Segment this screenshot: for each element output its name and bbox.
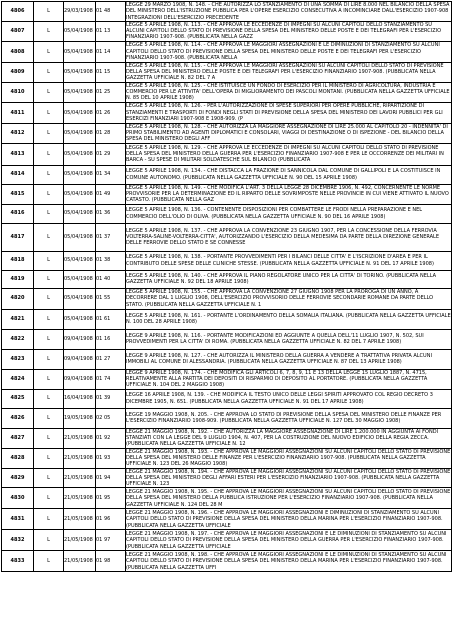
entry-type: L bbox=[34, 204, 64, 223]
entry-code: 01 74 bbox=[96, 369, 126, 389]
entry-type: L bbox=[34, 165, 64, 184]
entry-description: LEGGE 21 MAGGIO 1908, N. 193. - CHE APPROVA LE MAGGIORI ASSEGNAZIONI SU ALCUNI CAPITOLI DELLO STATO DI PREVISIONE DELLA SPESA DEL MINISTERO DELLE FINANZE PER L'ESERCIZIO FINANZIARIO 1907-908. (PUBBLICATA NELLA GAZZETTA UFFICIALE N. 123 DEL 26 MAGGIO 1908) bbox=[126, 448, 451, 468]
entry-code: 01 16 bbox=[96, 329, 126, 349]
entry-description: LEGGE 5 APRILE 1908, N. 137. - CHE APPROVA LA CONVENZIONE 23 GIUGNO 1907, PER LA CONCESSIONE DELLA FERROVIA VOLTERRA-SALINE-VOLTERRA-CITTA', AUTORIZZANDO L'ESERCIZIO DELLA MEDESIMA DA PARTE DELLA DIREZIONE GENERALE DELLE FERROVIE DELLO STATO E SE CONNESSE bbox=[126, 223, 452, 251]
entry-description: LEGGE 5 APRILE 1908, N. 140. - CHE APPROVA IL PIANO REGOLATORE UNICO PER LA CITTA' DI TORINO. (PUBBLICATA NELLA GAZZETTA UFFICIALE N. 92 DEL 18 APRILE 1908) bbox=[126, 270, 452, 288]
table-row bbox=[2, 349, 452, 369]
entry-date: 29/03/1908 bbox=[64, 2, 96, 22]
table-row bbox=[2, 21, 452, 41]
entry-description: LEGGE 5 APRILE 1908, N. 155. - CHE APPROVA LA CONVENZIONE 27 GIUGNO 1908 PER LA PROROGA DI UN ANNO, A DECORRERE DAL 1 LUGLIO 1908, DELL'ESERCIZIO PROVVISORIO DELLE FERROVIE SECONDARIE ROMANE DA PARTE DELLO STATO. (PUBBLICATA NELLA GAZZETTA UFFICIALE N. 1 bbox=[126, 288, 452, 309]
entry-date: 21/05/1908 bbox=[64, 551, 96, 572]
entry-date: 05/04/1908 bbox=[64, 204, 96, 223]
entry-date: 05/04/1908 bbox=[64, 270, 96, 288]
entry-date: 21/05/1908 bbox=[64, 530, 96, 551]
entry-date: 05/04/1908 bbox=[64, 123, 96, 143]
table-row bbox=[2, 270, 452, 288]
table-row bbox=[2, 408, 452, 428]
entry-code: 01 94 bbox=[96, 468, 126, 488]
entry-type: L bbox=[34, 551, 64, 572]
table-row bbox=[2, 551, 452, 572]
entry-description: LEGGE 16 APRILE 1908, N. 139. - CHE MODIFICA IL TESTO UNICO DELLE LEGGI SPIRITI APPROVATO COL REGIO DECRETO 3 DICEMBRE 1905, N. 651. (PUBBLICATA NELLA GAZZETTA UFFICIALE N. 91 DEL 17 APRILE 1908) bbox=[126, 389, 452, 408]
entry-code: 01 34 bbox=[96, 165, 126, 184]
entry-number: 4818 bbox=[2, 251, 34, 270]
entry-type: L bbox=[34, 408, 64, 428]
entry-type: L bbox=[34, 488, 64, 509]
entry-code: 01 98 bbox=[96, 551, 126, 572]
entry-number: 4821 bbox=[2, 309, 34, 329]
entry-code: 01 95 bbox=[96, 488, 126, 509]
entry-description: LEGGE 5 APRILE 1908, N. 161. - PORTANTE L'ORDINAMENTO DELLA SOMALIA ITALIANA. (PUBBLICATA NELLA GAZZETTA UFFICIALE N. 100 DEL 28 APRILE 1908) bbox=[126, 309, 452, 329]
entry-description: LEGGE 21 MAGGIO 1908, N. 194. - CHE APPROVA LE MAGGIORI ASSEGNAZIONI SU ALCUNI CAPITOLI DELLO STATO DI PREVISIONE DELLA SPESA DEL MINISTERO DEGLI AFFARI ESTERI PER L'ESERCIZIO FINANZIARIO 1907-908. (PUBBLICATA NELLA GAZZETTA UFFICIALE N. 123 bbox=[126, 468, 451, 488]
entry-description: LEGGE 21 MAGGIO 1908, N. 196. - CHE APPROVA LE MAGGIORI ASSEGNAZIONI E DIMINUZIONI DI STANZIAMENTO SU ALCUNI CAPITOLI DELLO STATO DI PREVISIONE DELLA SPESA DEL MINISTERO DELLA MARINA PER L'ESERCIZIO FINANZIARIO 1907-908. (PUBBLICATA NELLA GAZZETTA UFFICIALE bbox=[126, 509, 452, 530]
entry-date: 05/04/1908 bbox=[64, 165, 96, 184]
table-row bbox=[2, 102, 452, 123]
table-row bbox=[2, 488, 452, 509]
entry-code: 01 37 bbox=[96, 223, 126, 251]
entry-date: 09/04/1908 bbox=[64, 369, 96, 389]
table-row bbox=[2, 204, 452, 223]
entry-number: 4833 bbox=[2, 551, 34, 572]
entry-date: 05/04/1908 bbox=[64, 102, 96, 123]
entry-type: L bbox=[34, 309, 64, 329]
entry-number: 4827 bbox=[2, 428, 34, 448]
entry-type: L bbox=[34, 184, 64, 204]
entry-number: 4830 bbox=[2, 488, 34, 509]
entry-description: LEGGE 5 APRILE 1908, N. 136. - CONTENENTE DISPOSIZIONI PER COMBATTERE LE FRODI NELLA PREPARAZIONE E NEL COMMERCIO DELL'OLIO DI OLIVA. (PUBBLICATA NELLA GAZZETTA UFFICIALE N. 90 DEL 16 APRILE 1908) bbox=[126, 204, 452, 223]
entry-description: LEGGE 5 APRILE 1908, N. 115. - CHE APPROVA LE MAGGIORI ASSEGNAZIONI SU ALCUNI CAPITOLI DELLO STATO DI PREVISIONE DELLA SPESA DEL MINISTERO DELLE POSTE E DEI TELEGRAFI PER L'ESERCIZIO FINANZIARIO 1907-908. (PUBBLICATA NELLA GAZZETTA UFFICIALE N. 82 DEL 7 A bbox=[126, 62, 452, 82]
entry-code: 01 49 bbox=[96, 184, 126, 204]
entry-type: L bbox=[34, 143, 64, 165]
entry-code: 01 28 bbox=[96, 123, 126, 143]
entry-number: 4809 bbox=[2, 62, 34, 82]
entry-type: L bbox=[34, 428, 64, 448]
entry-code: 01 29 bbox=[96, 143, 126, 165]
entry-number: 4810 bbox=[2, 82, 34, 102]
entry-number: 4817 bbox=[2, 223, 34, 251]
entry-code: 01 97 bbox=[96, 530, 126, 551]
table-row bbox=[2, 41, 452, 62]
entry-type: L bbox=[34, 41, 64, 62]
entry-code: 01 40 bbox=[96, 270, 126, 288]
entry-code: 01 93 bbox=[96, 448, 126, 468]
entry-description: LEGGE 9 APRILE 1908, N. 116. - PORTANTE MODIFICAZIONI ED AGGIUNTE A QUELLA DELL'11 LUGLIO 1907, N. 502, SUI PROVVEDIMENTI PER LA CITTA' DI ROMA. (PUBBLICATA NELLA GAZZETTA UFFICIALE N. 82 DEL 7 APRILE 1908) bbox=[126, 329, 452, 349]
entry-code: 01 13 bbox=[96, 21, 126, 41]
entry-date: 21/05/1908 bbox=[64, 428, 96, 448]
entry-type: L bbox=[34, 329, 64, 349]
law-register-body bbox=[2, 2, 452, 572]
entry-number: 4828 bbox=[2, 448, 34, 468]
entry-description: LEGGE 5 APRILE 1908, N. 129. - CHE APPROVA LE ECCEDENZE DI IMPEGNI SU ALCUNI CAPITOLI DELLO STATO DI PREVISIONE DELLA SPESA DEL MINISTERO DELLA GUERRA PER L'ESERCIZIO FINANZIARIO 1907-908 E PER LE OCCORRENZE DEI MILITARI IN BARCA - SU SPESE DI MILITARI SOLDATESCHE SUL BILANCIO (PUBBLICATA bbox=[126, 143, 452, 165]
table-row bbox=[2, 329, 452, 349]
entry-number: 4826 bbox=[2, 408, 34, 428]
entry-date: 05/04/1908 bbox=[64, 143, 96, 165]
entry-type: L bbox=[34, 123, 64, 143]
table-row bbox=[2, 309, 452, 329]
entry-date: 05/04/1908 bbox=[64, 288, 96, 309]
table-row bbox=[2, 468, 452, 488]
entry-number: 4808 bbox=[2, 41, 34, 62]
entry-type: L bbox=[34, 349, 64, 369]
entry-description: LEGGE 21 MAGGIO 1908, N. 197. - CHE APPROVA LE MAGGIORI ASSEGNAZIONI E LE DIMINUZIONI DI STANZIAMENTO SU ALCUNI CAPITOLI DELLO STATO DI PREVISIONE DELLA SPESA DEL MINISTERO DELLA GUERRA PER L'ESERCIZIO FINANZIARIO 1907-908. (PUBBLICATA NELLA GAZZETTA UFFICIALE bbox=[126, 530, 452, 551]
table-row bbox=[2, 251, 452, 270]
table-row bbox=[2, 62, 452, 82]
entry-number: 4811 bbox=[2, 102, 34, 123]
entry-type: L bbox=[34, 2, 64, 22]
entry-date: 05/04/1908 bbox=[64, 309, 96, 329]
table-row bbox=[2, 165, 452, 184]
entry-number: 4832 bbox=[2, 530, 34, 551]
entry-type: L bbox=[34, 82, 64, 102]
entry-number: 4813 bbox=[2, 143, 34, 165]
table-row bbox=[2, 223, 452, 251]
table-row bbox=[2, 448, 452, 468]
entry-type: L bbox=[34, 369, 64, 389]
entry-date: 05/04/1908 bbox=[64, 184, 96, 204]
table-row bbox=[2, 288, 452, 309]
entry-number: 4831 bbox=[2, 509, 34, 530]
entry-code: 01 92 bbox=[96, 428, 126, 448]
entry-description: LEGGE 5 APRILE 1908, N. 128. - CHE AUTORIZZA LA MAGGIORE ASSEGNAZIONE DI LIRE 25.000 AL CAPITOLO 20 - INDENNITA' DI PRIMO STABILIMENTO AD AGENTI DIPLOMATICI E CONSOLARI, VIAGGI DI DESTINAZIONE O DI ISPEZIONE - DEL BILANCIO DELLA SPESA DEL MINISTERO DEGLI AFF bbox=[126, 123, 452, 143]
entry-number: 4823 bbox=[2, 349, 34, 369]
entry-number: 4806 bbox=[2, 2, 34, 22]
entry-code: 01 15 bbox=[96, 62, 126, 82]
entry-date: 16/04/1908 bbox=[64, 389, 96, 408]
law-register-table bbox=[1, 1, 452, 572]
entry-description: LEGGE 5 APRILE 1908, N. 113. - CHE APPROVA LE ECCEDENZE DI IMPEGNI SU ALCUNI CAPITOLI DELLO STANZIAMENTO SU ALCUNI CAPITOLI DELLO STATO DI PREVISIONE DELLA SPESA DEL MINISTERO DELLE POSTE E DEI TELEGRAFI PER L'ESERCIZIO FINANZIARIO 1907-908. (PUBBLICATA NELLA GAZZ bbox=[126, 21, 452, 41]
table-row bbox=[2, 428, 452, 448]
entry-type: L bbox=[34, 270, 64, 288]
entry-type: L bbox=[34, 509, 64, 530]
entry-number: 4824 bbox=[2, 369, 34, 389]
entry-code: 02 05 bbox=[96, 408, 126, 428]
entry-type: L bbox=[34, 288, 64, 309]
entry-description: LEGGE 21 MAGGIO 1908, N. 198. - CHE APPROVA LE MAGGIORI ASSEGNAZIONI E LE DIMINUZIONI DI STANZIAMENTO SU ALCUNI CAPITOLI DELLO STATO DI PREVISIONE DELLA SPESA DEL MINISTERO DELLA MARINA PER L'ESERCIZIO FINANZIARIO 1907-908. (PUBBLICATA NELLA GAZZETTA UFFI bbox=[126, 551, 452, 572]
entry-code: 01 61 bbox=[96, 309, 126, 329]
entry-description: LEGGE 5 APRILE 1908, N. 125. - CHE ISTITUISCE UN FONDO DI ESERCIZIO PER IL MINISTERO DI AGRICOLTURA, INDUSTRIA E COMMERCIO PER LE ATTIVITA' DELL'OPERA DI MIGLIORAMENTO DEI PASCOLI MONTANI. (PUBBLICATA NELLA GAZZETTA UFFICIALE N. 85 DEL 10 APRILE 1908) bbox=[126, 82, 450, 102]
entry-date: 05/04/1908 bbox=[64, 41, 96, 62]
entry-description: LEGGE 5 APRILE 1908, N. 134. - CHE DISTACCA LA FRAZIONE DI SANNICOLA DAL COMUNE DI GALLIPOLI E LA COSTITUISCE IN COMUNE AUTONOMO. (PUBBLICATA NELLA GAZZETTA UFFICIALE N. 90 DEL 15 APRILE 1908) bbox=[126, 165, 452, 184]
entry-description: LEGGE 5 APRILE 1908, N. 126. - PER L'AUTORIZZAZIONE DI SPESE SUPERIORI PER OPERE PUBBLICHE, RIPARTIZIONE DI STANZIAMENTI E TRASPORTI DI FONDI NEGLI STATI DI PREVISIONE DELLA SPESA DEL MINISTERO DEI LAVORI PUBBLICI PER GLI ESERCIZI FINANZIARI 1907-908 E 1908-909. (P bbox=[126, 102, 452, 123]
entry-code: 01 55 bbox=[96, 288, 126, 309]
table-row bbox=[2, 184, 452, 204]
entry-date: 21/05/1908 bbox=[64, 509, 96, 530]
entry-code: 01 26 bbox=[96, 102, 126, 123]
entry-code: 01 25 bbox=[96, 82, 126, 102]
entry-type: L bbox=[34, 530, 64, 551]
entry-description: LEGGE 21 MAGGIO 1908, N. 192. - CHE AUTORIZZA LA MAGGIORE ASSEGNAZIONE DI LIRE 1.200.000 IN AGGIUNTA AI FONDI STANZIATI CON LA LEGGE DEL 9 LUGLIO 1904, N. 407, PER LA COSTRUZIONE DEL NUOVO EDIFICIO DELLA REGIA ZECCA. (PUBBLICATA NELLA GAZZETTA UFFICIALE N. 12 bbox=[126, 428, 452, 448]
entry-number: 4819 bbox=[2, 270, 34, 288]
entry-type: L bbox=[34, 62, 64, 82]
entry-number: 4822 bbox=[2, 329, 34, 349]
table-row bbox=[2, 143, 452, 165]
entry-type: L bbox=[34, 223, 64, 251]
entry-date: 05/04/1908 bbox=[64, 62, 96, 82]
entry-number: 4820 bbox=[2, 288, 34, 309]
entry-type: L bbox=[34, 21, 64, 41]
entry-number: 4807 bbox=[2, 21, 34, 41]
entry-description: LEGGE 5 APRILE 1908, N. 114. - CHE APPROVA LE MAGGIORI ASSEGNAZIONI E LE DIMINUZIONI DI STANZIAMENTO SU ALCUNI CAPITOLI DELLO STATO DI PREVISIONE DELLA SPESA DEL MINISTERO DELLE POSTE E DEI TELEGRAFI PER L'ESERCIZIO FINANZIARIO 1907-908. (PUBBLICATA NELLA bbox=[126, 41, 452, 62]
entry-code: 01 27 bbox=[96, 349, 126, 369]
entry-date: 21/05/1908 bbox=[64, 448, 96, 468]
entry-code: 01 48 bbox=[96, 2, 126, 22]
entry-number: 4815 bbox=[2, 184, 34, 204]
entry-description: LEGGE 19 MAGGIO 1908, N. 205. - CHE APPROVA LO STATO DI PREVISIONE DELLA SPESA DEL MINISTERO DELLE FINANZE PER L'ESERCIZIO FINANZIARIO 1908-909. (PUBBLICATA NELLA GAZZETTA UFFICIALE N. 127 DEL 30 MAGGIO 1908) bbox=[126, 408, 452, 428]
entry-description: LEGGE 21 MAGGIO 1908, N. 195. - CHE APPROVA LE MAGGIORI ASSEGNAZIONI SU ALCUNI CAPITOLI DELLO STATO DI PREVISIONE DELLA SPESA DEL MINISTERO DELLA PUBBLICA ISTRUZIONE PER L'ESERCIZIO FINANZIARIO 1907-908. (PUBBLICATA NELLA GAZZETTA UFFICIALE N. 124 DEL 28 M bbox=[126, 489, 451, 508]
entry-description: LEGGE 9 APRILE 1908, N. 127. - CHE AUTORIZZA IL MINISTERO DELLA GUERRA A VENDERE A TRATTATIVA PRIVATA ALCUNI IMMOBILI AL COMUNE DI ALESSANDRIA. (PUBBLICATA NELLA GAZZETTA UFFICIALE N. 87 DEL 13 APRILE 1908) bbox=[126, 349, 452, 369]
entry-code: 01 36 bbox=[96, 204, 126, 223]
entry-date: 21/05/1908 bbox=[64, 488, 96, 509]
entry-type: L bbox=[34, 448, 64, 468]
table-row bbox=[2, 2, 452, 22]
entry-code: 01 14 bbox=[96, 41, 126, 62]
entry-date: 05/04/1908 bbox=[64, 82, 96, 102]
entry-code: 01 38 bbox=[96, 251, 126, 270]
entry-date: 05/04/1908 bbox=[64, 251, 96, 270]
table-row bbox=[2, 123, 452, 143]
entry-date: 05/04/1908 bbox=[64, 223, 96, 251]
table-row bbox=[2, 369, 452, 389]
entry-description: LEGGE 5 APRILE 1908, N. 149. - CHE MODIFICA L'ART. 3 DELLA LEGGE 28 DICEMBRE 1906, N. 492, CONCERNENTE LE NORME PROVVISORIE PER LA DETERMINAZIONE ED IL RIPARTO DELLE SOVRIMPOSTE NELLE PROVINCIE IN CUI VIENE ATTIVATO IL NUOVO CATASTO. (PUBBLICATA NELLA GAZ bbox=[126, 184, 452, 204]
entry-number: 4812 bbox=[2, 123, 34, 143]
entry-date: 21/05/1908 bbox=[64, 468, 96, 488]
table-row bbox=[2, 509, 452, 530]
entry-description: LEGGE 29 MARZO 1908, N. 148. - CHE AUTORIZZA LO STANZIAMENTO DI UNA SOMMA DI LIRE 8.000 NEL BILANCIO DELLA SPESA DEL MINISTERO DELL'ISTRUZIONE PUBBLICA PER L'OPERE ESERCIZIO CONSECUTIVA A INCOMINCIARE DALL'ESERCIZIO 1907-908 INTEGRAZIONI DELL'ESERCIZIO PRECEDENTE bbox=[126, 2, 452, 22]
entry-type: L bbox=[34, 251, 64, 270]
entry-date: 09/04/1908 bbox=[64, 329, 96, 349]
entry-description: LEGGE 9 APRILE 1908, N. 174. - CHE MODIFICA GLI ARTICOLI 6, 7, 8, 9, 11 E 13 DELLA LEGGE 15 LUGLIO 1887, N. 4715, RELATIVAMENTE ALLA PARTITA DEI DEPOSITI DI RISPARMIO DI DEPOSITO AL PORTATORE. (PUBBLICATA NELLA GAZZETTA UFFICIALE N. 104 DEL 2 MAGGIO 1908) bbox=[126, 369, 452, 389]
table-row bbox=[2, 82, 452, 102]
entry-date: 05/04/1908 bbox=[64, 21, 96, 41]
entry-date: 09/04/1908 bbox=[64, 349, 96, 369]
entry-code: 01 39 bbox=[96, 389, 126, 408]
entry-number: 4825 bbox=[2, 389, 34, 408]
entry-description: LEGGE 5 APRILE 1908, N. 138. - PORTANTE PROVVEDIMENTI PER I BILANCI DELLE CITTA' E L'ISCRIZIONE D'AREA E PER IL CONTRIBUTO DELLE SPESE DELLE CLINICHE STESSE. (PUBBLICATA NELLA GAZZETTA UFFICIALE N. 91 DEL 17 APRILE 1908) bbox=[126, 251, 452, 270]
table-row bbox=[2, 530, 452, 551]
entry-type: L bbox=[34, 468, 64, 488]
entry-number: 4816 bbox=[2, 204, 34, 223]
entry-type: L bbox=[34, 389, 64, 408]
entry-code: 01 96 bbox=[96, 509, 126, 530]
entry-number: 4814 bbox=[2, 165, 34, 184]
entry-type: L bbox=[34, 102, 64, 123]
entry-date: 19/05/1908 bbox=[64, 408, 96, 428]
entry-number: 4829 bbox=[2, 468, 34, 488]
table-row bbox=[2, 389, 452, 408]
